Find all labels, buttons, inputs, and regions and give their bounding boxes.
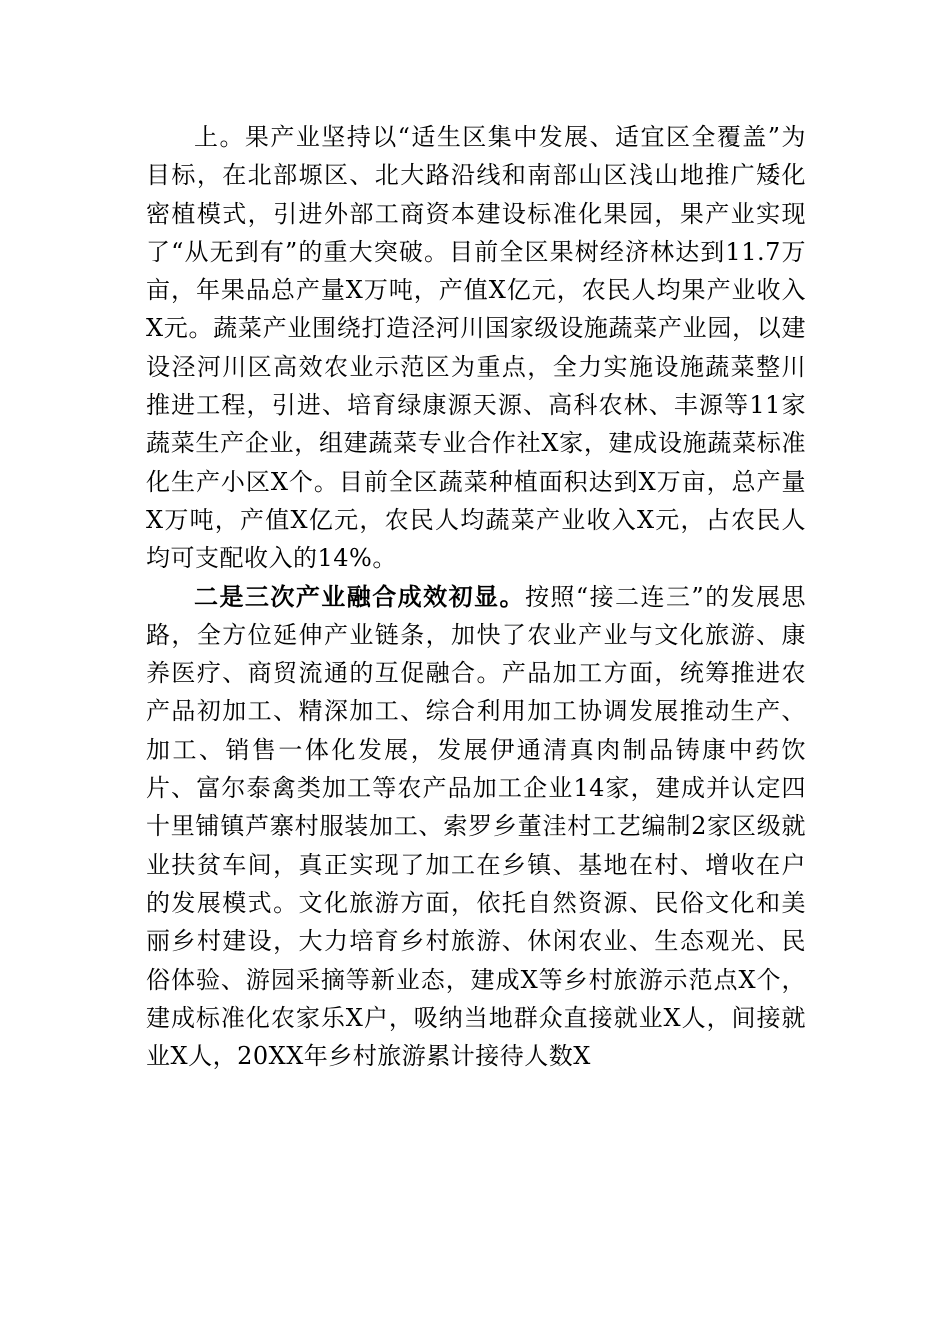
paragraph-industry-integration: [146, 578, 806, 1076]
document-body: [146, 118, 806, 1075]
paragraph-heading-industry-integration: 二是三次产业融合成效初显。: [194, 581, 525, 611]
paragraph-fruit-vegetable-industry: 上。果产业坚持以“适生区集中发展、适宜区全覆盖”为目标，在北部塬区、北大路沿线和南部山区浅山地推广矮化密植模式，引进外部工商资本建设标准化果园，果产业实现了“从无到有”的重大突破。目前全区果树经济林达到11.7万亩，年果品总产量X万吨，产值X亿元，农民人均果产业收入X元。蔬菜产业围绕打造泾河川国家级设施蔬菜产业园，以建设泾河川区高效农业示范区为重点，全力实施设施蔬菜整川推进工程，引进、培育绿康源天源、高科农林、丰源等11家蔬菜生产企业，组建蔬菜专业合作社X家，建成设施蔬菜标准化生产小区X个。目前全区蔬菜种植面积达到X万亩，总产量X万吨，产值X亿元，农民人均蔬菜产业收入X元，占农民人均可支配收入的14%。: [146, 123, 806, 573]
paragraph-body-industry-integration: 按照“接二连三”的发展思路，全方位延伸产业链条，加快了农业产业与文化旅游、康养医疗、商贸流通的互促融合。产品加工方面，统筹推进农产品初加工、精深加工、综合利用加工协调发展推动生产、加工、销售一体化发展，发展伊通清真肉制品铸康中药饮片、富尔泰禽类加工等农产品加工企业14家，建成并认定四十里铺镇芦寨村服装加工、索罗乡董洼村工艺编制2家区级就业扶贫车间，真正实现了加工在乡镇、基地在村、增收在户的发展模式。文化旅游方面，依托自然资源、民俗文化和美丽乡村建设，大力培育乡村旅游、休闲农业、生态观光、民俗体验、游园采摘等新业态，建成X等乡村旅游示范点X个，建成标准化农家乐X户，吸纳当地群众直接就业X人，间接就业X人，20XX年乡村旅游累计接待人数X: [146, 582, 806, 1071]
